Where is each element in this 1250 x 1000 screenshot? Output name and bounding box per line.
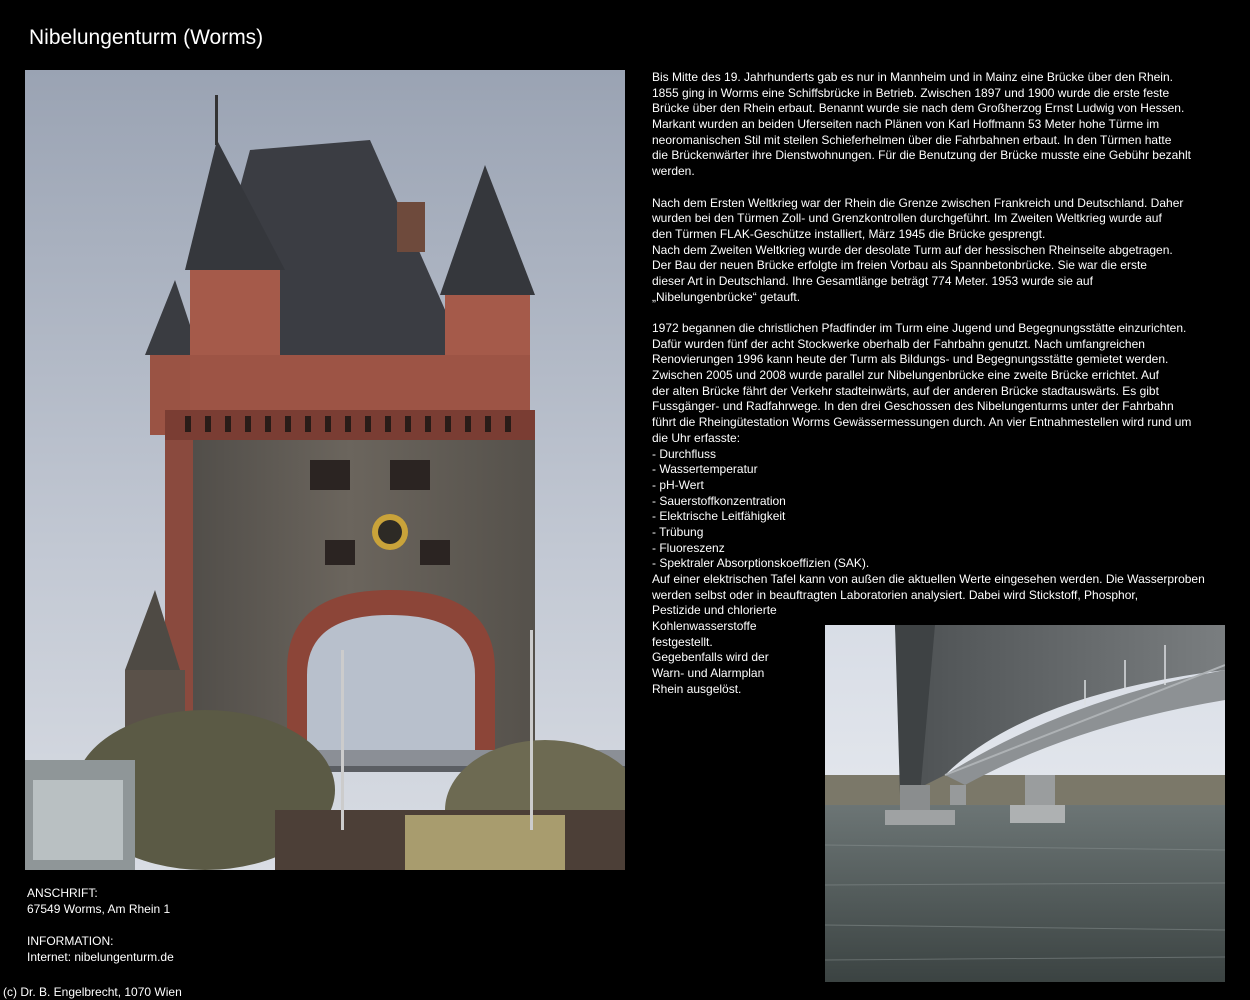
- text-line: die Uhr erfasste:: [652, 430, 741, 445]
- text-line: 1855 ging in Worms eine Schiffsbrücke in Betrieb. Zwischen 1897 und 1900 wurde die erste feste: [652, 85, 1170, 100]
- text-line: Warn- und Alarmplan: [652, 666, 765, 681]
- text-line: Nach dem Ersten Weltkrieg war der Rhein die Grenze zwischen Frankreich und Deutschland. Daher: [652, 195, 1184, 210]
- list-item: - Trübung: [652, 524, 704, 539]
- text-line: Auf einer elektrischen Tafel kann von außen die aktuellen Werte eingesehen werden. Die Wasserproben: [652, 572, 1205, 586]
- text-line: Markant wurden an beiden Uferseiten nach Plänen von Karl Hoffmann 53 Meter hohe Türme im: [652, 117, 1160, 132]
- text-line: dieser Art in Deutschland. Ihre Gesamtlänge beträgt 774 Meter. 1953 wurde sie auf: [652, 273, 1093, 288]
- address-block: [27, 886, 170, 917]
- text-line: Bis Mitte des 19. Jahrhunderts gab es nur in Mannheim und in Mainz eine Brücke über den Rhein.: [652, 70, 1173, 84]
- text-line: 1972 begannen die christlichen Pfadfinder im Turm eine Jugend und Begegnungsstätte einzurichten.: [652, 321, 1187, 335]
- text-line: der alten Brücke fährt der Verkehr stadteinwärts, auf der anderen Brücke stadtauswärts. Es gibt: [652, 383, 1159, 398]
- text-line: wurden bei den Türmen Zoll- und Grenzkontrollen durchgeführt. Im Zweiten Weltkrieg wurde auf: [652, 211, 1162, 226]
- list-item: - Sauerstoffkonzentration: [652, 493, 786, 508]
- text-line: festgestellt.: [652, 634, 713, 649]
- text-line: den Türmen FLAK-Geschütze installiert, März 1945 die Brücke gesprengt.: [652, 226, 1046, 241]
- text-line: die Brückenwärter ihre Dienstwohnungen. Für die Benutzung der Brücke musste eine Gebühr bezahlt: [652, 148, 1191, 163]
- text-line: werden.: [652, 164, 695, 179]
- page-title: Nibelungenturm (Worms): [29, 26, 264, 49]
- paragraph-war: [652, 196, 1205, 306]
- text-line: Pestizide und chlorierte: [652, 603, 777, 618]
- address-label: ANSCHRIFT:: [27, 886, 98, 900]
- information-label: INFORMATION:: [27, 934, 114, 948]
- list-item: - Durchfluss: [652, 446, 717, 461]
- description-text: [652, 70, 1205, 698]
- list-item: - pH-Wert: [652, 477, 704, 492]
- text-line: Kohlenwasserstoffe: [652, 619, 757, 634]
- text-line: Der Bau der neuen Brücke erfolgte im freien Vorbau als Spannbetonbrücke. Sie war die erste: [652, 258, 1147, 273]
- text-line: neoromanischen Stil mit steilen Schieferhelmen über die Fahrbahnen erbaut. In den Türmen hatte: [652, 132, 1172, 147]
- text-line: Renovierungen 1996 kann heute der Turm als Bildungs- und Begegnungsstätte gemietet werden.: [652, 352, 1169, 367]
- text-line: Gegebenfalls wird der: [652, 650, 769, 665]
- text-line: Rhein ausgelöst.: [652, 681, 742, 696]
- copyright-notice: (c) Dr. B. Engelbrecht, 1070 Wien: [3, 985, 182, 999]
- information-value: Internet: nibelungenturm.de: [27, 949, 174, 964]
- text-line: Nach dem Zweiten Weltkrieg wurde der desolate Turm auf der hessischen Rheinseite abgetragen.: [652, 242, 1173, 257]
- text-line: führt die Rheingütestation Worms Gewässermessungen durch. An vier Entnahmestellen wird rund um: [652, 415, 1192, 430]
- list-item: - Spektraler Absorptionskoeffizien (SAK).: [652, 556, 870, 571]
- text-line: Zwischen 2005 und 2008 wurde parallel zur Nibelungenbrücke eine zweite Brücke errichtet. Auf: [652, 368, 1159, 383]
- list-item: - Wassertemperatur: [652, 462, 758, 477]
- text-line: „Nibelungenbrücke“ getauft.: [652, 289, 801, 304]
- information-block: [27, 934, 174, 965]
- text-line: werden selbst oder in beauftragten Laboratorien analysiert. Dabei wird Stickstoff, Phosphor,: [652, 587, 1139, 602]
- address-value: 67549 Worms, Am Rhein 1: [27, 901, 171, 916]
- text-line: Dafür wurden fünf der acht Stockwerke oberhalb der Fahrbahn genutzt. Nach umfangreichen: [652, 336, 1145, 351]
- text-line: Brücke über den Rhein erbaut. Benannt wurde sie nach dem Großherzog Ernst Ludwig von Hessen.: [652, 101, 1185, 116]
- list-item: - Elektrische Leitfähigkeit: [652, 509, 786, 524]
- text-line: Fussgänger- und Radfahrwege. In den drei Geschossen des Nibelungenturms unter der Fahrbahn: [652, 399, 1174, 414]
- tower-photo: [25, 70, 625, 870]
- paragraph-gap: [652, 305, 1205, 321]
- paragraph-gap: [652, 180, 1205, 196]
- list-item: - Fluoreszenz: [652, 540, 725, 555]
- paragraph-today: [652, 321, 1205, 698]
- paragraph-history: [652, 70, 1205, 180]
